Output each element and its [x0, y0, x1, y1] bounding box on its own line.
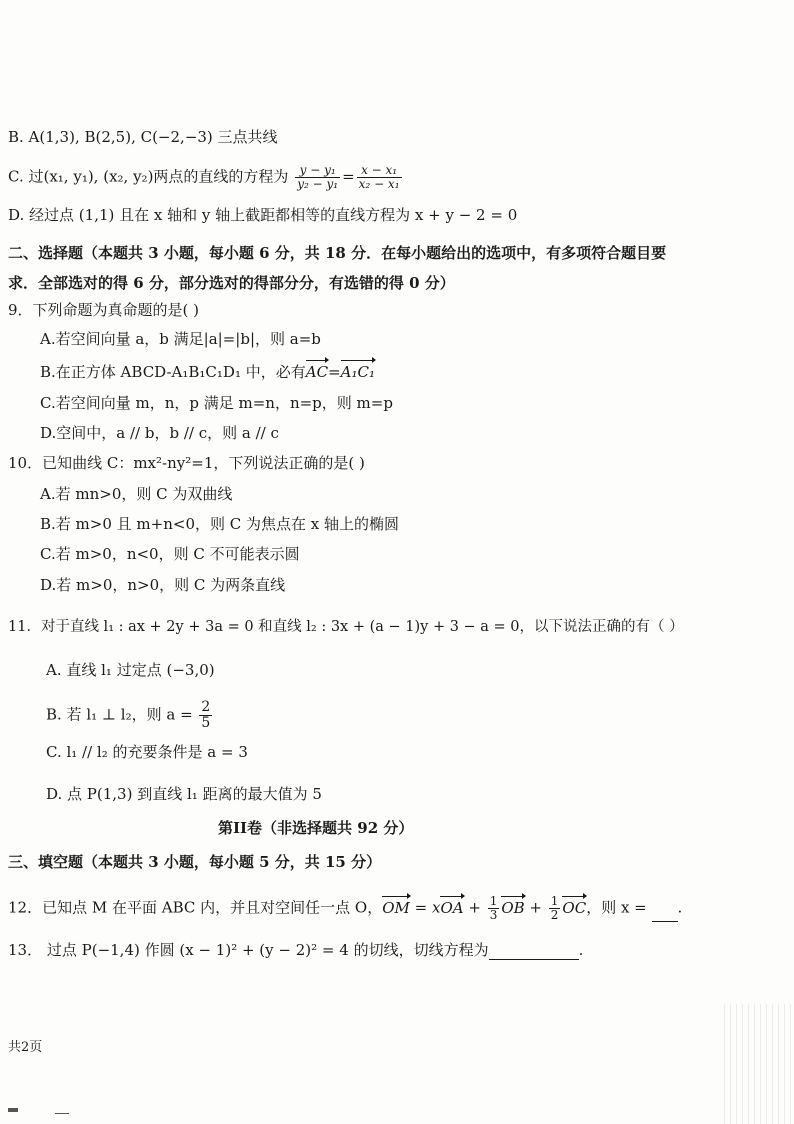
- q9-stem: 9．下列命题为真命题的是( ): [8, 301, 200, 319]
- q13-answer-blank[interactable]: [489, 959, 579, 960]
- q12-answer-blank[interactable]: [652, 921, 678, 922]
- q12-fraction-1-2: [549, 895, 561, 922]
- q8-fraction-y: [295, 164, 340, 191]
- q11-stem: 11．对于直线 l₁ : ax + 2y + 3a = 0 和直线 l₂ : 3x + (a − 1)y + 3 − a = 0，以下说法正确的有（ ）: [8, 619, 684, 635]
- q9-vector-a1c1: A₁C₁: [340, 363, 375, 381]
- page-count: 共2页: [8, 1040, 43, 1055]
- q12-plus-2: +: [524, 898, 547, 917]
- q9-option-b: [40, 362, 375, 382]
- section2-header-line1: 二、选择题（本题共 3 小题，每小题 6 分，共 18 分．在每小题给出的选项中，有多项符合题目要: [8, 244, 667, 262]
- q12-eq-x: = x: [409, 898, 441, 917]
- q11-fraction-den: 5: [201, 715, 211, 731]
- q12-stem: 12．已知点 M 在平面 ABC 内，并且对空间任一点 O，: [8, 898, 383, 917]
- q12-fraction-1-3-num: 1: [489, 894, 498, 908]
- q11-option-b-text: B. 若 l₁ ⊥ l₂，则 a =: [46, 705, 193, 724]
- q9-option-b-eq: =: [328, 363, 341, 381]
- q8-fraction-y-num: y − y₁: [295, 164, 340, 178]
- q12-vector-om: OM: [382, 898, 410, 917]
- section3-header: 三、填空题（本题共 3 小题，每小题 5 分，共 15 分）: [8, 853, 382, 871]
- q13-tail: .: [578, 941, 584, 959]
- q12-vector-ob: OB: [501, 898, 525, 917]
- q8-option-c-mid: 两点的直线的方程为: [153, 167, 289, 186]
- q11-fraction-2-5: [199, 700, 212, 731]
- q9-option-a: A.若空间向量 a，b 满足|a|=|b|，则 a=b: [40, 330, 321, 348]
- q10-option-c: C.若 m>0，n<0，则 C 不可能表示圆: [40, 545, 300, 563]
- q12-tail: ，则 x =: [586, 898, 652, 917]
- q12-vector-oc: OC: [562, 898, 587, 917]
- q11-option-a: A. 直线 l₁ 过定点 (−3,0): [46, 661, 215, 679]
- q8-option-d: D. 经过点 (1,1) 且在 x 轴和 y 轴上截距都相等的直线方程为 x + y − 2 = 0: [8, 206, 518, 224]
- q8-equals: =: [342, 167, 355, 186]
- q10-option-a: A.若 mn>0，则 C 为双曲线: [40, 485, 233, 503]
- q9-option-d: D.空间中，a // b，b // c，则 a // c: [40, 424, 279, 442]
- q8-option-b: B. A(1,3), B(2,5), C(−2,−3) 三点共线: [8, 128, 278, 146]
- q10-stem: 10．已知曲线 C：mx²-ny²=1，下列说法正确的是( ): [8, 454, 365, 472]
- q8-option-c-points: (x₁, y₁), (x₂, y₂): [43, 167, 154, 186]
- q10-option-d: D.若 m>0，n>0，则 C 为两条直线: [40, 576, 286, 594]
- q12-plus-1: +: [463, 898, 486, 917]
- q9-option-c: C.若空间向量 m，n，p 满足 m=n，n=p，则 m=p: [40, 394, 393, 412]
- q8-option-c-prefix: C. 过: [8, 167, 44, 186]
- q13-stem: 13． 过点 P(−1,4) 作圆 (x − 1)² + (y − 2)² = 4 的切线，切线方程为: [8, 941, 489, 959]
- q13-text: [8, 940, 583, 960]
- scan-mark: [8, 1108, 18, 1112]
- q11-option-b: [46, 700, 214, 731]
- q8-fraction-x-num: x − x₁: [357, 164, 402, 178]
- q12-fraction-1-2-den: 2: [550, 908, 559, 922]
- q11-option-d: D. 点 P(1,3) 到直线 l₁ 距离的最大值为 5: [46, 785, 322, 803]
- q11-fraction-num: 2: [201, 699, 211, 715]
- q8-fraction-x-den: x₂ − x₁: [358, 177, 400, 191]
- q12-fraction-1-2-num: 1: [550, 894, 559, 908]
- q9-option-b-text: B.在正方体 ABCD-A₁B₁C₁D₁ 中，必有: [40, 363, 306, 381]
- q8-option-c: [8, 164, 404, 191]
- q11-option-c: C. l₁ // l₂ 的充要条件是 a = 3: [46, 743, 248, 761]
- section2-header-line2: 求．全部选对的得 6 分，部分选对的得部分分，有选错的得 0 分）: [8, 274, 455, 292]
- scan-mark-line: [55, 1113, 69, 1114]
- q8-fraction-y-den: y₂ − y₁: [297, 177, 339, 191]
- q12-text: 12．已知点 M 在平面 ABC 内，并且对空间任一点 O，OM = xOA + $\frac{1}{3}$ OB + $\frac{1}{2}$ OC，则 x = .: [8, 894, 683, 922]
- q12-fraction-1-3-den: 3: [489, 908, 498, 922]
- q12-fraction-1-3: [488, 895, 500, 922]
- q12-vector-oa: OA: [440, 898, 464, 917]
- q10-option-b: B.若 m>0 且 m+n<0，则 C 为焦点在 x 轴上的椭圆: [40, 515, 400, 533]
- q9-vector-ac: AC: [305, 363, 329, 381]
- part2-title: 第II卷（非选择题共 92 分）: [218, 819, 414, 837]
- scan-noise: [724, 1004, 794, 1124]
- q8-fraction-x: [357, 164, 402, 191]
